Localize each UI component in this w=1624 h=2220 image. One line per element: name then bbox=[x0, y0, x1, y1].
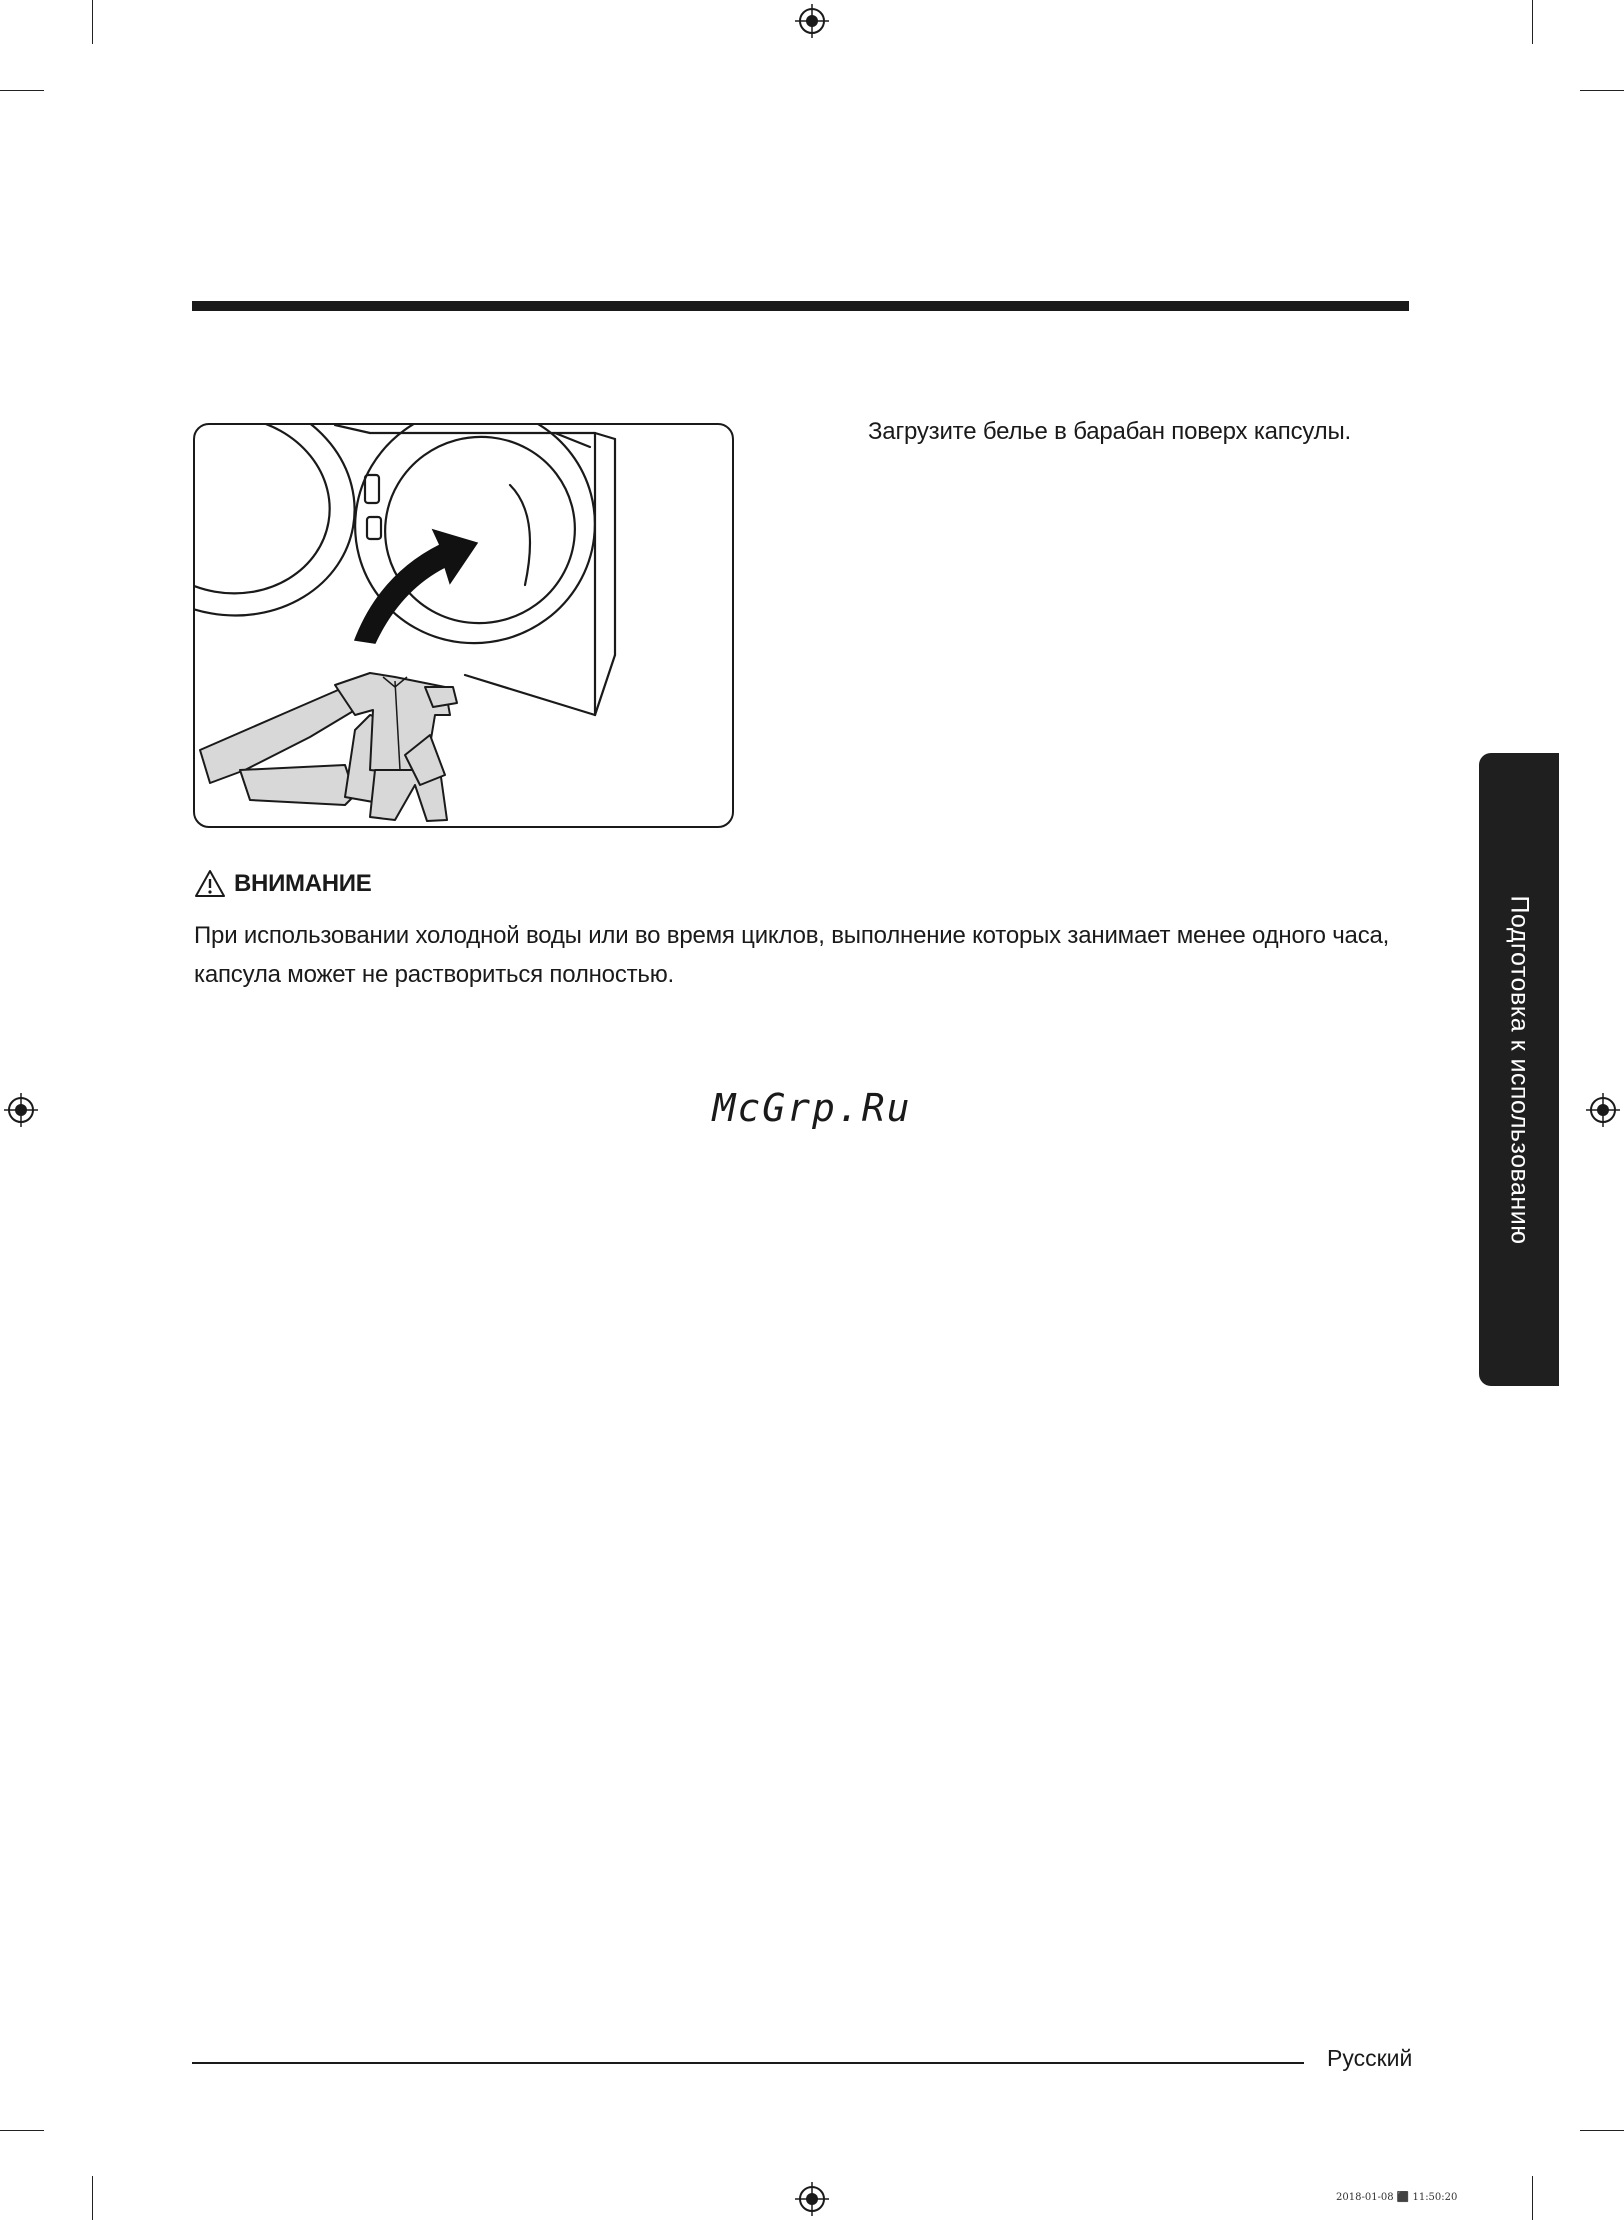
crop-mark bbox=[92, 2176, 93, 2220]
footer-language: Русский bbox=[1327, 2045, 1413, 2071]
instruction-text: Загрузите белье в барабан поверх капсулы. bbox=[868, 418, 1351, 445]
crop-mark bbox=[1532, 2176, 1533, 2220]
footer-rule bbox=[192, 2062, 1304, 2064]
footer-print-meta: 2018-01-08 ⬛ 11:50:20 bbox=[1336, 2192, 1458, 2203]
crop-mark bbox=[1580, 2130, 1624, 2131]
watermark: McGrp.Ru bbox=[712, 1086, 912, 1130]
registration-mark-icon bbox=[795, 2182, 829, 2216]
registration-mark-icon bbox=[795, 4, 829, 38]
crop-mark bbox=[1532, 0, 1533, 44]
caution-title: ВНИМАНИЕ bbox=[234, 869, 372, 897]
crop-mark bbox=[0, 2130, 44, 2131]
section-side-tab bbox=[1479, 753, 1559, 1386]
warning-triangle-icon bbox=[194, 869, 226, 898]
caution-text: При использовании холодной воды или во время циклов, выполнение которых занимает менее одного часа, капсула может не раствориться полностью. bbox=[194, 922, 1390, 988]
washing-machine-loading-illustration bbox=[195, 425, 732, 826]
crop-mark bbox=[1580, 90, 1624, 91]
crop-mark bbox=[0, 90, 44, 91]
crop-mark bbox=[92, 0, 93, 44]
loading-illustration bbox=[193, 423, 734, 828]
caution-heading bbox=[194, 869, 371, 898]
section-side-tab-label: Подготовка к использованию bbox=[1505, 895, 1534, 1244]
section-top-rule bbox=[192, 301, 1409, 311]
